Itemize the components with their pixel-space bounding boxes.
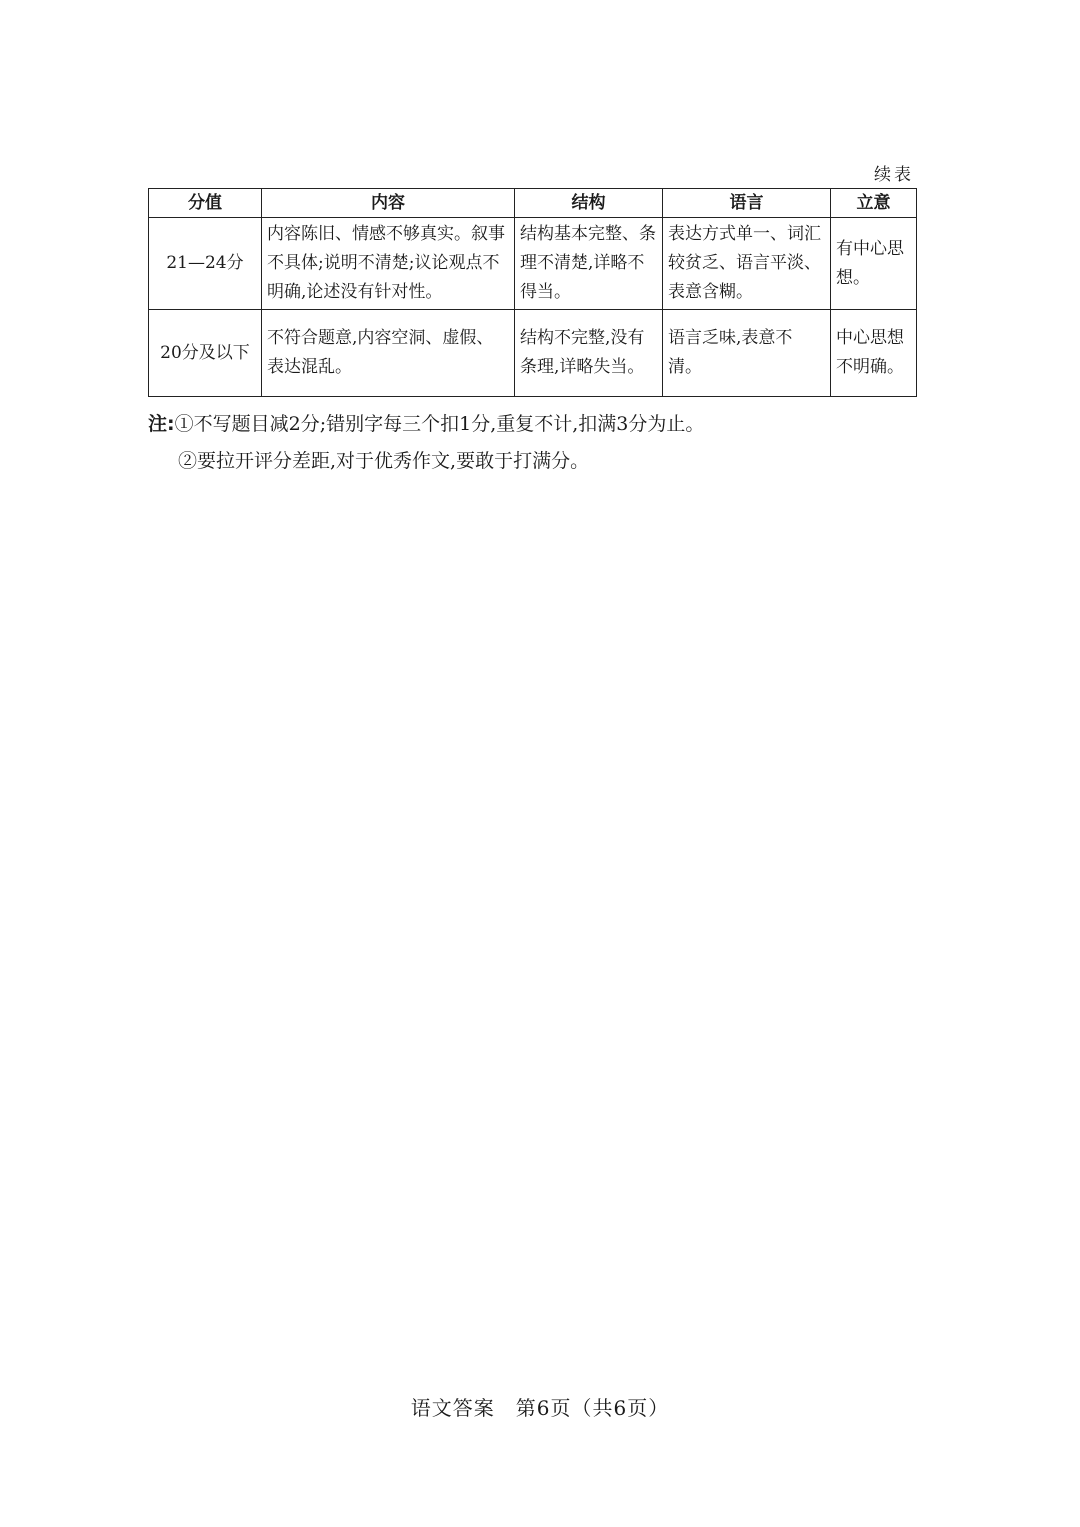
cell-content: 不符合题意,内容空洞、虚假、表达混乱。 [262,310,515,397]
note-item-1: ①不写题目减2分;错别字每三个扣1分,重复不计,扣满3分为止。 [174,413,705,435]
table-row [149,218,917,310]
cell-score: 21—24分 [149,218,262,310]
table-row [149,310,917,397]
note-label: 注: [148,413,175,435]
header-theme: 立意 [831,189,917,218]
page-footer: 语文答案 第6页（共6页） [410,1396,670,1420]
notes-section [148,406,704,480]
note-line-1 [148,406,704,443]
cell-score: 20分及以下 [149,310,262,397]
cell-language: 表达方式单一、词汇较贫乏、语言平淡、表意含糊。 [663,218,831,310]
cell-theme: 有中心思想。 [831,218,917,310]
note-line-2 [148,443,704,480]
cell-theme: 中心思想不明确。 [831,310,917,397]
header-language: 语言 [663,189,831,218]
header-score: 分值 [149,189,262,218]
continued-label: 续表 [874,165,914,185]
cell-structure: 结构不完整,没有条理,详略失当。 [515,310,663,397]
cell-language: 语言乏味,表意不清。 [663,310,831,397]
table-header-row [149,189,917,218]
header-content: 内容 [262,189,515,218]
header-structure: 结构 [515,189,663,218]
cell-content: 内容陈旧、情感不够真实。叙事不具体;说明不清楚;议论观点不明确,论述没有针对性。 [262,218,515,310]
cell-structure: 结构基本完整、条理不清楚,详略不得当。 [515,218,663,310]
scoring-table [148,188,917,397]
note-item-2: ②要拉开评分差距,对于优秀作文,要敢于打满分。 [178,450,590,472]
